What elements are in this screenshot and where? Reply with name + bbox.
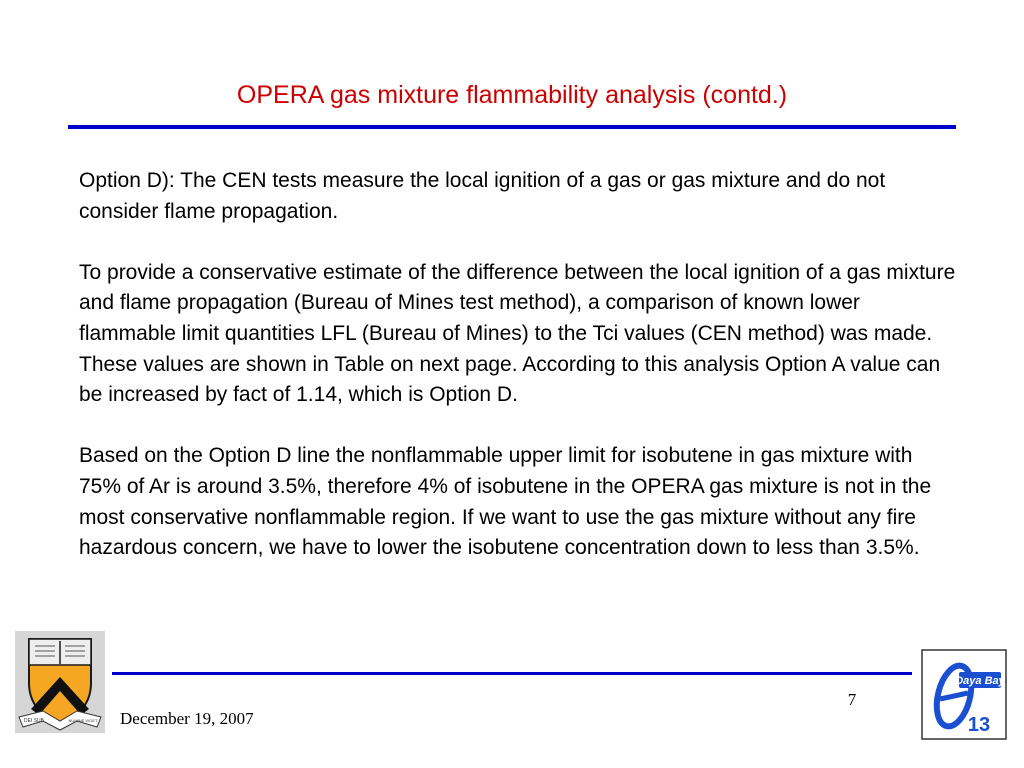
title-divider: [68, 125, 956, 129]
slide-body: [79, 166, 959, 564]
motto-left: DEI SUB: [23, 718, 45, 724]
paragraph-option-d: Option D): The CEN tests measure the local ignition of a gas or gas mixture and do not consider flame propagation.: [79, 169, 886, 223]
princeton-shield-icon: [15, 631, 105, 733]
footer-date: December 19, 2007: [120, 709, 254, 728]
paragraph-conservative-estimate: To provide a conservative estimate of the difference between the local ignition of a gas mixture and flame propagation (Bureau of Mines test method), a comparison of known lower flammable limit quantities LFL (Bureau of Mines) to the Tci values (CEN method) was made. These values are shown in Table on next page. According to this analysis Option A value can be increased by fact of 1.14, which is Option D.: [79, 260, 956, 407]
page-number: 7: [847, 690, 857, 709]
paragraph-conclusion: Based on the Option D line the nonflammable upper limit for isobutene in gas mixture with 75% of Ar is around 3.5%, therefore 4% of isobutene in the OPERA gas mixture is not in the most conservative nonflammable region. If we want to use the gas mixture without any fire hazardous concern, we have to lower the isobutene concentration down to less than 3.5%.: [79, 444, 932, 560]
motto-right: NUMINE VIGET: [68, 718, 98, 723]
daya-bay-label: Daya Bay: [955, 675, 1005, 687]
theta-subscript: 13: [967, 714, 991, 736]
slide-title: OPERA gas mixture flammability analysis (contd.): [236, 81, 788, 109]
footer-divider: [112, 672, 912, 675]
daya-bay-theta13-icon: [921, 649, 1007, 740]
